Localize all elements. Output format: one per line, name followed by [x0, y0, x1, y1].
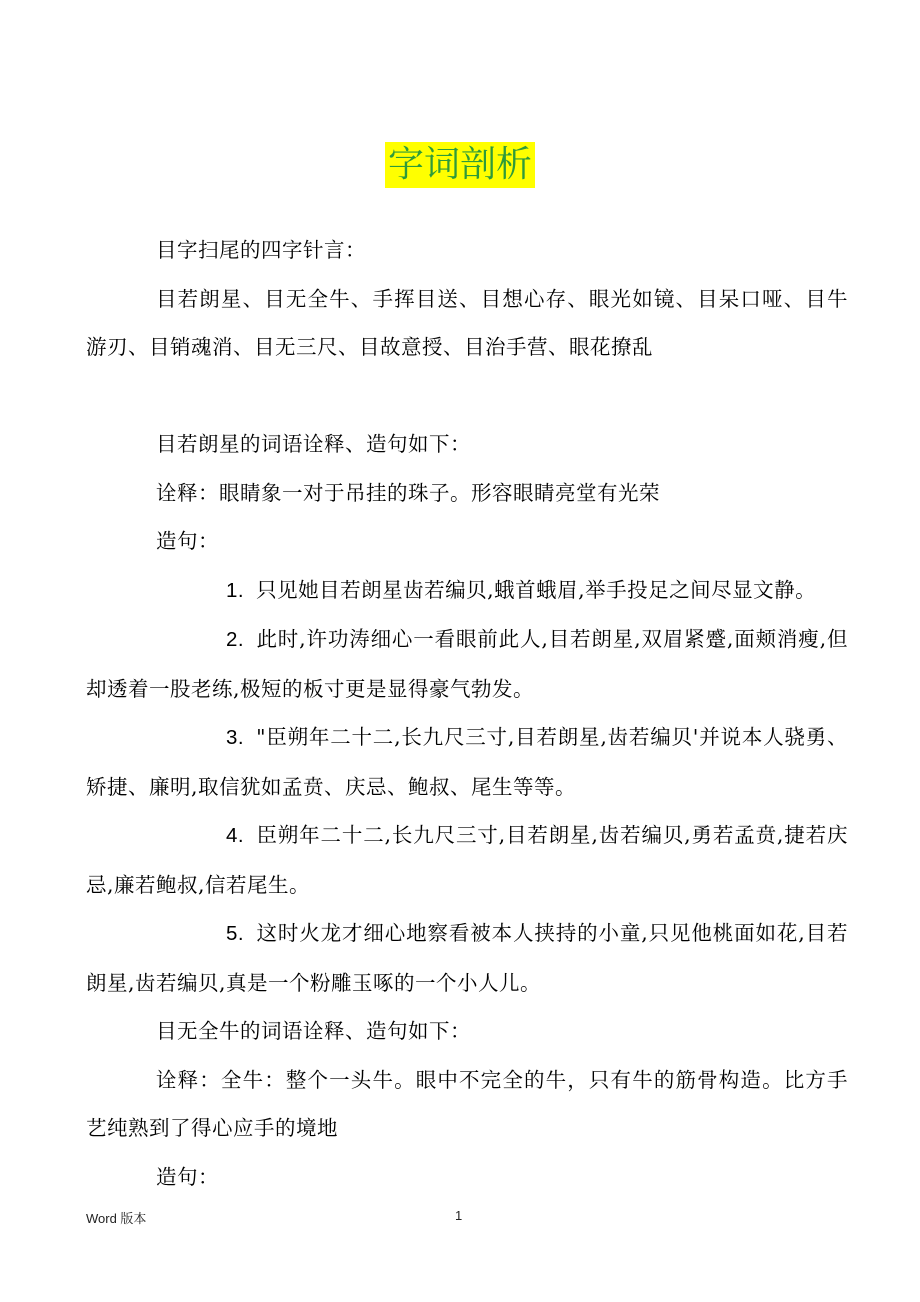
paragraph-idiom-list: 目若朗星、目无全牛、手挥目送、目想心存、眼光如镜、目呆口哑、目牛游刃、目销魂消、目无三尺、目故意授、目治手营、眼花撩乱: [86, 286, 848, 359]
example-text: 只见她目若朗星齿若编贝,蛾首蛾眉,举手投足之间尽显文静。: [256, 577, 817, 602]
example-number: 4.: [226, 824, 245, 847]
page-number: 1: [455, 1208, 463, 1223]
example-item: [86, 566, 848, 616]
paragraph-heading-murulangxing: 目若朗星的词语诠释、造句如下：: [156, 432, 471, 456]
footer-label: Word 版本: [86, 1211, 147, 1226]
page-title: 字词剖析: [385, 142, 535, 188]
example-item: [86, 909, 848, 1007]
example-text: 臣朔年二十二,长九尺三寸,目若朗星,齿若编贝,勇若孟贲,捷若庆忌,廉若鲍叔,信若尾生。: [86, 823, 848, 897]
paragraph-definition-1: 诠释：眼睛象一对于吊挂的珠子。形容眼睛亮堂有光荣: [156, 480, 660, 505]
example-number: 2.: [226, 628, 245, 651]
blank-line: [86, 372, 848, 421]
paragraph-example-label-2: 造句：: [156, 1164, 219, 1189]
example-text: "臣朔年二十二,长九尺三寸,目若朗星,齿若编贝'并说本人骁勇、矫捷、廉明,取信犹如孟贲、庆忌、鲍叔、尾生等等。: [86, 725, 848, 799]
paragraph-definition-2: 诠释：全牛：整个一头牛。眼中不完全的牛，只有牛的筋骨构造。比方手艺纯熟到了得心应手的境地: [86, 1067, 848, 1140]
title-container: [0, 142, 920, 188]
example-text: 此时,许功涛细心一看眼前此人,目若朗星,双眉紧蹙,面颊消瘦,但却透着一股老练,极短的板寸更是显得豪气勃发。: [86, 627, 848, 701]
example-number: 3.: [226, 726, 245, 749]
paragraph-example-label-1: 造句：: [156, 529, 219, 553]
paragraph-intro: 目字扫尾的四字针言：: [156, 238, 366, 262]
example-number: 1.: [226, 578, 245, 602]
paragraph-heading-muwuquanniu: 目无全牛的词语诠释、造句如下：: [156, 1019, 471, 1043]
example-number: 5.: [226, 922, 245, 945]
example-item: [86, 713, 848, 811]
example-item: [86, 811, 848, 909]
example-item: [86, 615, 848, 713]
example-text: 这时火龙才细心地察看被本人挟持的小童,只见他桃面如花,目若朗星,齿若编贝,真是一个粉雕玉啄的一个小人儿。: [86, 921, 848, 995]
document-body: [86, 226, 848, 1201]
